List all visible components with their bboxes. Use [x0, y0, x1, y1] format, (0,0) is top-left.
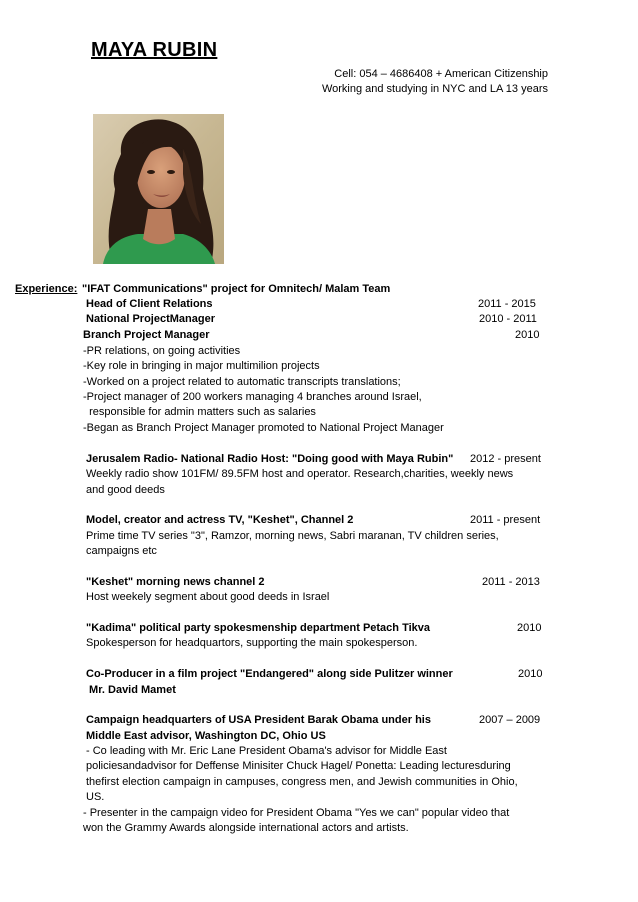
job-title: Jerusalem Radio- National Radio Host: "Doing good with Maya Rubin"	[86, 453, 454, 465]
job-description: US.	[86, 791, 105, 803]
bullet-item: -Project manager of 200 workers managing 4 branches around Israel,	[83, 391, 422, 403]
role-years: 2010 - 2011	[479, 313, 537, 325]
job-description: campaigns etc	[86, 545, 157, 557]
job-description: won the Grammy Awards alongside international actors and artists.	[83, 822, 409, 834]
job-description: Weekly radio show 101FM/ 89.5FM host and operator. Research,charities, weekly news	[86, 468, 514, 480]
contact-phone: Cell: 054 – 4686408 + American Citizenship	[334, 68, 548, 80]
job-description: policiesandadvisor for Deffense Minisiter Chuck Hagel/ Ponetta: Leading lecturesduring	[86, 760, 511, 772]
role-title: National ProjectManager	[86, 313, 215, 325]
job-years: 2007 – 2009	[479, 714, 541, 726]
job-description: Spokesperson for headquartors, supporting the main spokesperson.	[86, 637, 418, 649]
role-title: Branch Project Manager	[83, 329, 210, 341]
job-title: Campaign headquarters of USA President Barak Obama under his	[86, 714, 431, 726]
role-years: 2011 - 2015	[478, 298, 536, 310]
bullet-item: responsible for admin matters such as salaries	[83, 406, 316, 418]
role-title: Head of Client Relations	[86, 298, 213, 310]
job-title: "Kadima" political party spokesmenship department Petach Tikva	[86, 622, 431, 634]
job-years: 2011 - present	[470, 514, 541, 526]
job-title: Model, creator and actress TV, "Keshet", Channel 2	[86, 514, 354, 526]
bullet-item: -Key role in bringing in major multimilion projects	[83, 360, 320, 372]
job-title: Middle East advisor, Washington DC, Ohio US	[86, 730, 326, 742]
role-years: 2010	[515, 329, 540, 341]
job-description: Prime time TV series "3", Ramzor, morning news, Sabri maranan, TV children series,	[86, 530, 499, 542]
job-description: and good deeds	[86, 484, 165, 496]
bullet-item: -Began as Branch Project Manager promoted to National Project Manager	[83, 422, 444, 434]
profile-photo	[93, 114, 224, 264]
job-title: "Keshet" morning news channel 2	[86, 576, 265, 588]
job-years: 2010	[517, 622, 542, 634]
contact-note: Working and studying in NYC and LA 13 years	[321, 83, 548, 95]
job-years: 2012 - present	[470, 453, 541, 465]
job-description: - Co leading with Mr. Eric Lane President Obama's advisor for Middle East	[86, 745, 447, 757]
job-description: thefirst election campaign in campuses, congress men, and Jewish communities in Ohio,	[86, 776, 518, 788]
job-description: - Presenter in the campaign video for President Obama "Yes we can" popular video that	[83, 807, 510, 819]
bullet-item: -Worked on a project related to automatic transcripts translations;	[83, 376, 401, 388]
job-title: Mr. David Mamet	[86, 684, 176, 696]
job-title: "IFAT Communications" project for Omnitech/ Malam Team	[82, 283, 391, 295]
bullet-item: -PR relations, on going activities	[83, 345, 241, 357]
job-years: 2011 - 2013	[482, 576, 540, 588]
job-title: Co-Producer in a film project "Endangered" along side Pulitzer winner	[86, 668, 453, 680]
section-label-experience: Experience:	[15, 283, 78, 295]
job-years: 2010	[518, 668, 543, 680]
job-description: Host weekely segment about good deeds in Israel	[86, 591, 330, 603]
page-title: MAYA RUBIN	[91, 39, 218, 61]
